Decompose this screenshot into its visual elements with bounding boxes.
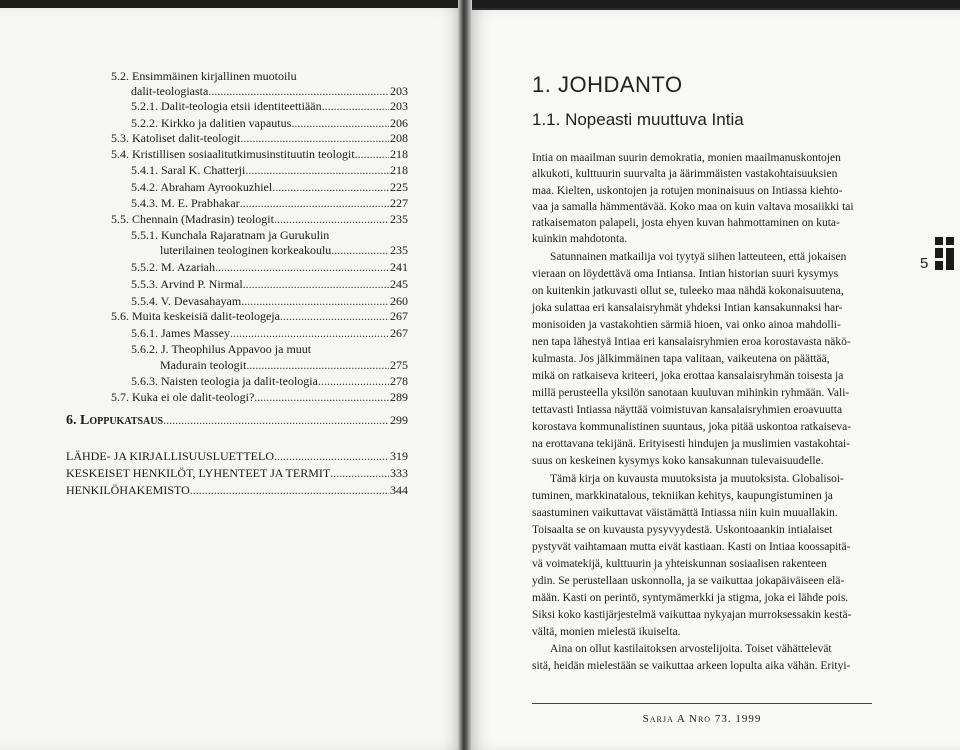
toc-entry: 5.5.4. V. Devasahayam ..... 260 — [131, 294, 408, 309]
text-line: millä perusteella yksilön sanotaan kuuluvan mihinkin ryhmään. Vali- — [532, 387, 850, 399]
text-line: korostava kommunalistinen suuntaus, joka pitää uskontoa ratkaiseva- — [532, 421, 852, 433]
chapter-title: 1. JOHDANTO — [532, 72, 683, 97]
text-line: kuinkin mahdotonta. — [532, 233, 628, 245]
text-line: vä voimatekijä, kulttuurin ja yhteiskunnan sosiaalisen rakenteen — [532, 558, 827, 570]
toc-entry: LÄHDE- JA KIRJALLISUUSLUETTELO ..... 319 — [66, 449, 408, 464]
toc-entry: 5.6.3. Naisten teologia ja dalit-teologia ..... 278 — [131, 374, 408, 389]
text-line: vaa ja samalla hämmentävää. Koko maa on kuin valtava mosaiikki tai — [532, 201, 854, 213]
text-line: monisoiden ja vastakohtien särmiä hioen, vai onko ainoa mahdolli- — [532, 319, 841, 331]
text-line: suus on keskeinen kysymys koko kansakunnan tulevaisuudelle. — [532, 455, 824, 467]
toc-entry: 5.4.3. M. E. Prabhakar ..... 227 — [131, 196, 408, 211]
toc-entry: 5.5.2. M. Azariah ..... 241 — [131, 260, 408, 275]
toc-entry: 5.6.2. J. Theophilus Appavoo ja muut — [131, 342, 312, 356]
text-line: alkukoti, kulttuurin suurvalta ja äärimmäisten vastakohtaisuuksien — [532, 168, 838, 180]
toc-entry: 5.7. Kuka ei ole dalit-teologi? ..... 289 — [111, 390, 408, 405]
toc-entry: dalit-teologiasta ..... 203 — [131, 84, 408, 99]
text-line: kulmasta. Jos jälkimmäinen tapa valitaan, vaikeutena on päättää, — [532, 353, 830, 365]
text-line: na erottavana tekijänä. Erityisesti hindujen ja muslimien vastakohtai- — [532, 438, 851, 450]
page-number: 5 — [920, 255, 929, 272]
section-title: 1.1. Nopeasti muuttuva Intia — [532, 110, 744, 129]
text-line: tettavasti Intiassa näyttää voimistuvan kansalaisryhmien eroavuutta — [532, 404, 843, 416]
toc-entry: 5.4.1. Saral K. Chatterji ..... 218 — [131, 163, 408, 178]
text-line: nen tapa lähestyä Intiaa eri kansalaisryhmien eroa korostavasta näkö- — [532, 336, 851, 348]
toc-entry: 5.5.1. Kunchala Rajaratnam ja Gurukulin — [131, 228, 330, 242]
toc-entry: 5.2. Ensimmäinen kirjallinen muotoilu — [111, 69, 297, 83]
text-line: Satunnainen matkailija voi tyytyä siihen latteuteen, että jokaisen — [550, 251, 847, 263]
text-line: pystyvät vaihtamaan mutta eivät kastiaan. Kasti on Intiaa koossapitä- — [532, 541, 851, 553]
text-line: maa. Kielten, uskontojen ja rotujen moninaisuus on Intiassa kiehto- — [532, 185, 843, 197]
text-line: saastuminen vaikuttavat väistämättä Intiassa niin kuin muuallakin. — [532, 507, 838, 519]
toc-entry: 5.4. Kristillisen sosiaalitutkimusinstituutin teologit ..... 218 — [111, 147, 408, 162]
toc-entry: 5.5. Chennain (Madrasin) teologit ..... 235 — [111, 212, 408, 227]
publisher-logo — [935, 237, 955, 271]
toc-entry: 5.4.2. Abraham Ayrookuzhiel ..... 225 — [131, 180, 408, 195]
text-line: Tämä kirja on kuvausta muutoksista ja muutoksista. Globalisoi- — [550, 473, 844, 485]
text-line: Toisaalta se on kuvausta pysyvyydestä. Uskontoaankin intialaiset — [532, 524, 833, 536]
footer — [532, 713, 872, 725]
toc-entry: 5.2.1. Dalit-teologia etsii identiteettiään ..... 203 — [131, 99, 408, 114]
text-line: mikä on ratkaiseva kriteeri, joka erottaa kansalaisryhmän toisesta ja — [532, 370, 844, 382]
scan-top-edge — [0, 0, 960, 8]
toc-entry: HENKILÖHAKEMISTO ..... 344 — [66, 483, 408, 498]
book-gutter — [458, 0, 472, 750]
toc-entry: Madurain teologit ..... 275 — [160, 358, 408, 373]
text-line: vieraan on löydettävä oma Intiansa. Intian historian suuri kysymys — [532, 268, 839, 280]
text-line: tuminen, markkinatalous, tekniikan kehitys, kaupungistuminen ja — [532, 490, 833, 502]
text-line: Intia on maailman suurin demokratia, monien maailmanuskontojen — [532, 152, 841, 164]
text-line: Aina on ollut kastilaitoksen arvostelijoita. Toiset vähättelevät — [550, 643, 832, 655]
text-line: vältä, monien mielestä ikuiselta. — [532, 626, 681, 638]
toc-entry: KESKEISET HENKILÖT, LYHENTEET JA TERMIT ..... 333 — [66, 466, 408, 481]
toc-entry: 5.6. Muita keskeisiä dalit-teologeja ..... 267 — [111, 309, 408, 324]
text-line: mään. Kasti on perintö, syntymämerkki ja stigma, joka ei lähde pois. — [532, 592, 849, 604]
footer-text: Sarja A Nro 73. 1999 — [642, 713, 762, 725]
toc-entry: 5.2.2. Kirkko ja dalitien vapautus ..... 206 — [131, 116, 408, 131]
text-line: ratkaisematon palapeli, josta ehyen kuvan hahmottaminen on kuta- — [532, 217, 840, 229]
text-line: joka sulattaa eri kansalaisryhmät yhdeksi Intian kansakunnaksi har- — [532, 302, 843, 314]
toc-entry: 5.5.3. Arvind P. Nirmal ..... 245 — [131, 277, 408, 292]
footer-rule — [532, 703, 872, 704]
toc-chapter-entry: 6. Loppukatsaus ..... 299 — [66, 413, 408, 428]
toc-entry: 5.3. Katoliset dalit-teologit ..... 208 — [111, 131, 408, 146]
text-line: on kuitenkin jatkuvasti ollut se, tuleeko maa nähdä kokonaisuutena, — [532, 285, 844, 297]
toc-entry: luterilainen teologinen korkeakoulu ..... 235 — [160, 243, 408, 258]
toc-entry: 5.6.1. James Massey ..... 267 — [131, 326, 408, 341]
text-line: ydin. Se perustellaan uskonnolla, ja se vaikuttaa jokapäiväiseen elä- — [532, 575, 845, 587]
text-line: sitä, heidän mielestään se vaikuttaa arkeen lopulta aika vähän. Erityi- — [532, 660, 851, 672]
text-line: Siksi koko kastijärjestelmä vaikuttaa nykyajan murroksessakin kestä- — [532, 609, 852, 621]
